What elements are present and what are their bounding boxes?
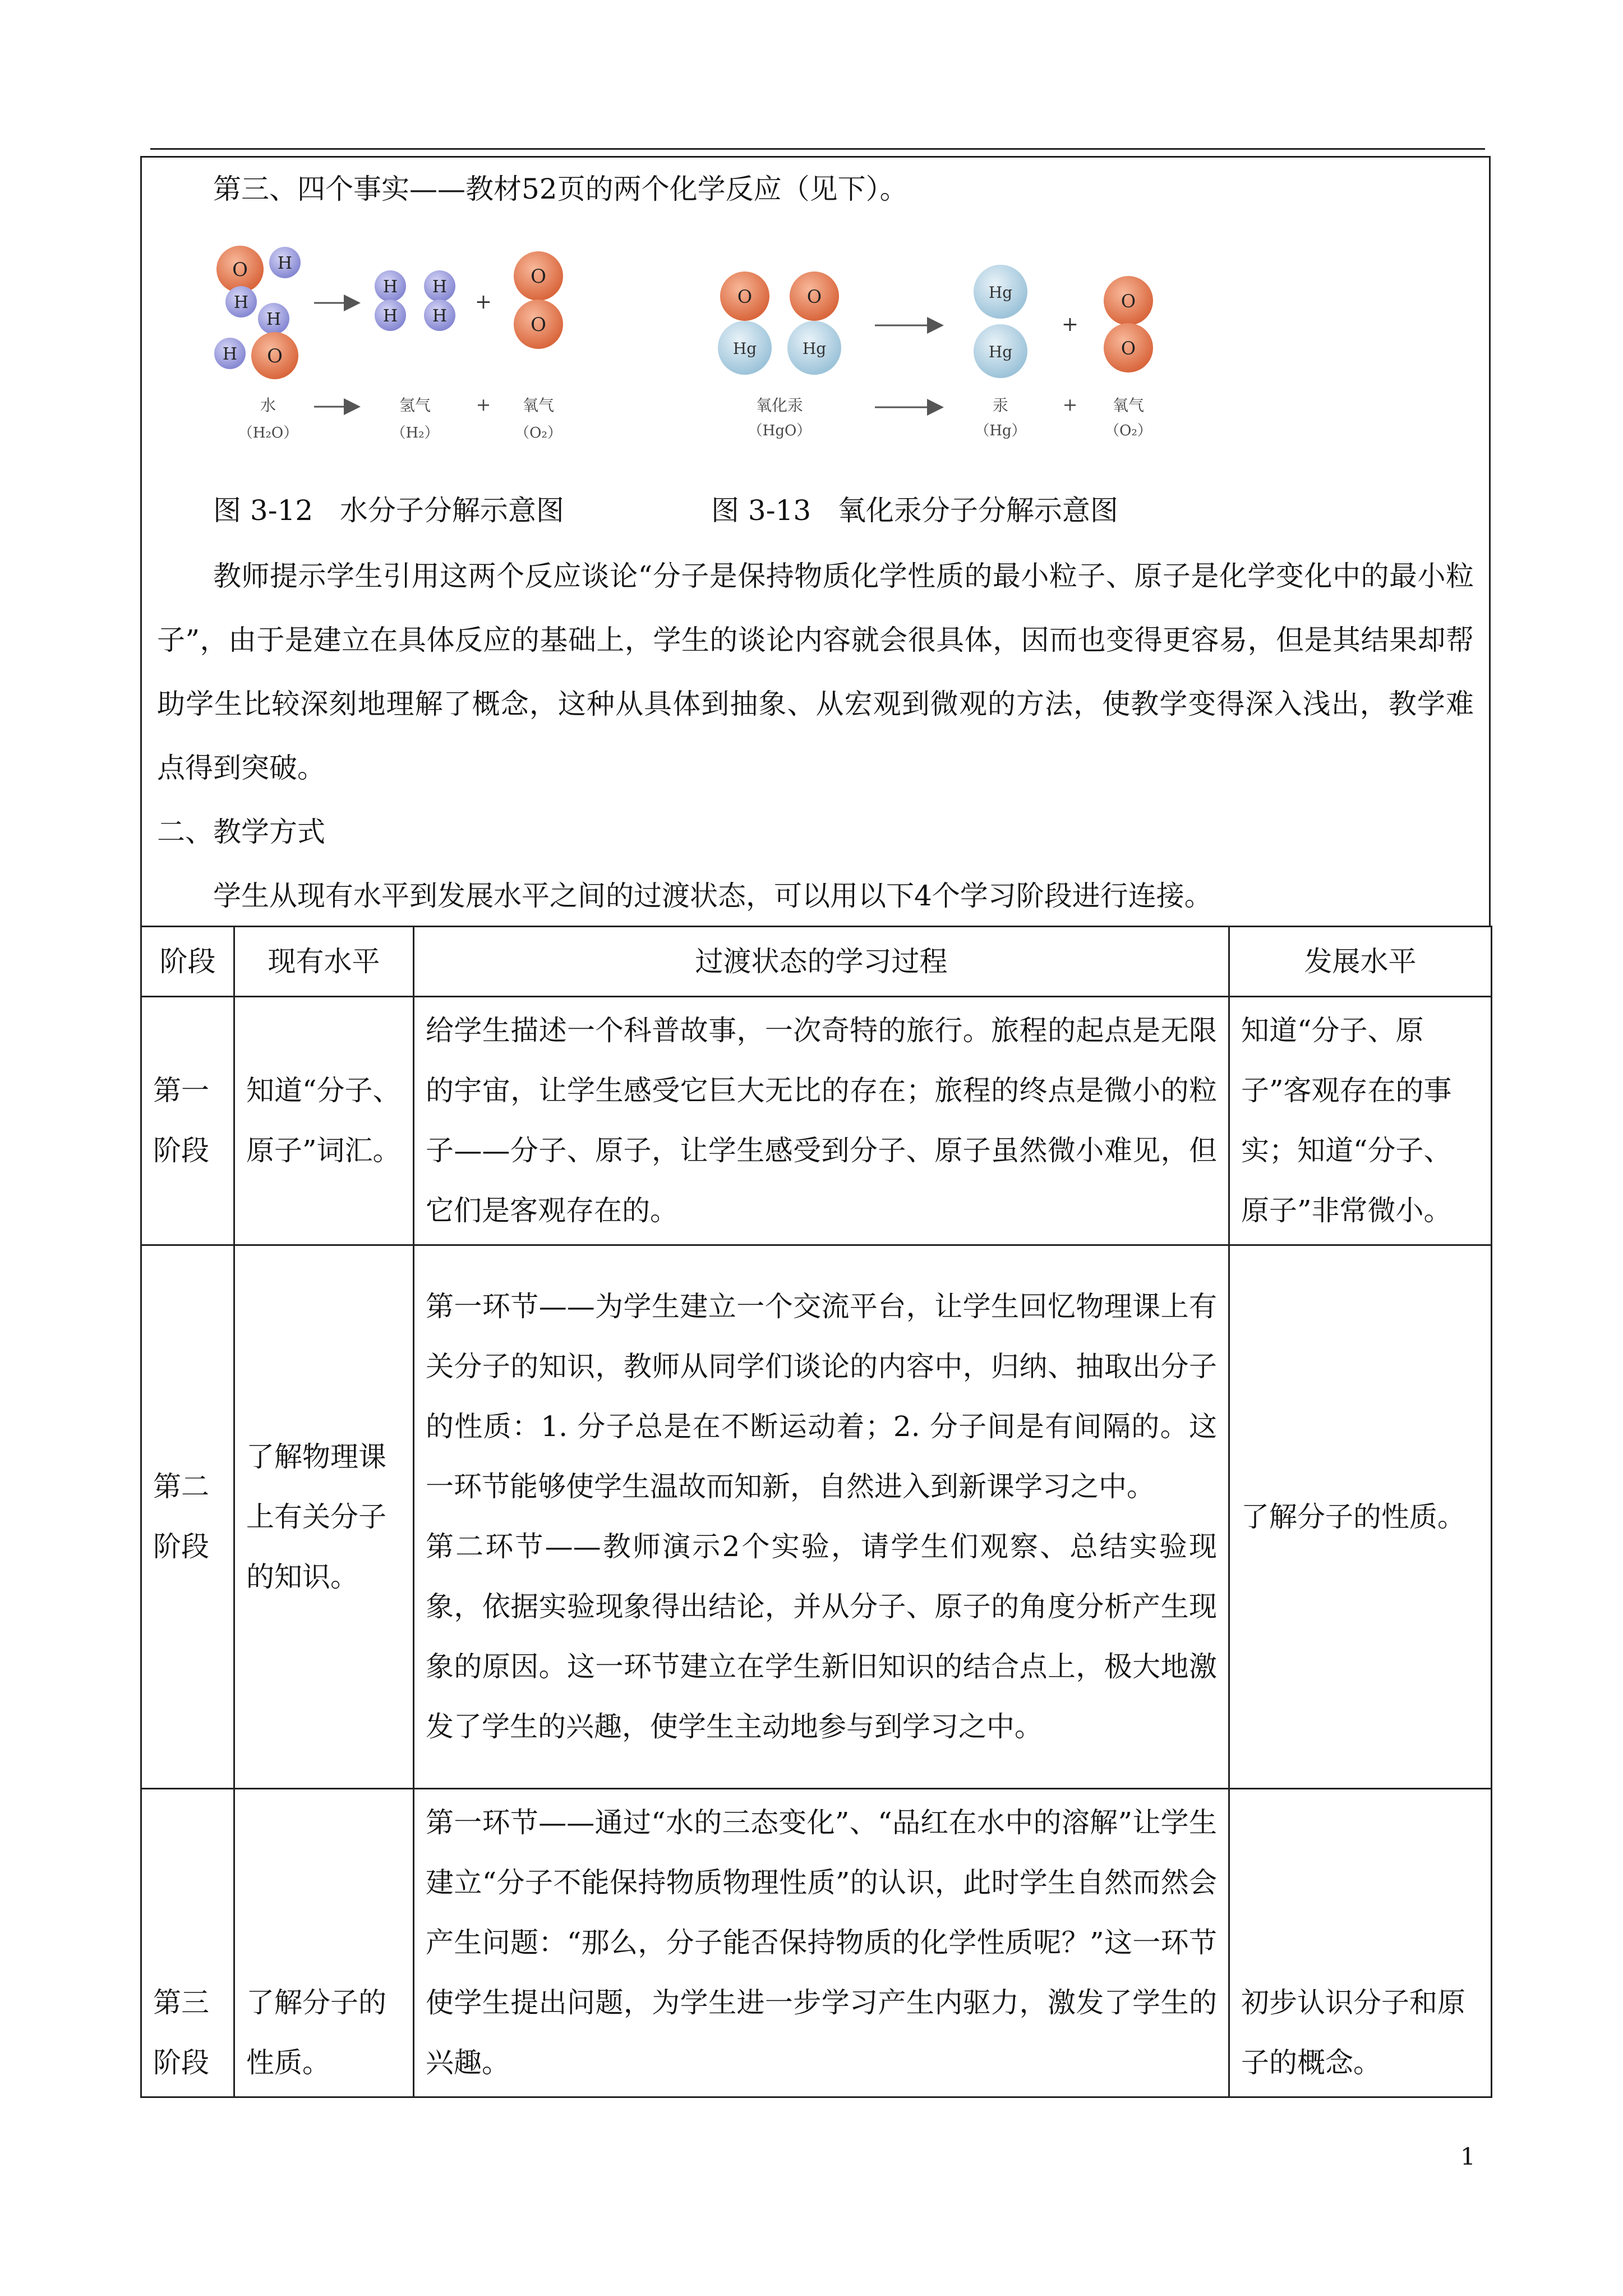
water-molecule-diagram: [202, 236, 594, 460]
figure-hgo-decomposition: [707, 247, 1189, 462]
table-row: [141, 1245, 1492, 1789]
table-header-row: [141, 927, 1492, 997]
facts-line: 第三、四个事实——教材52页的两个化学反应（见下）。: [213, 173, 908, 205]
atom-label-h: H: [382, 306, 398, 326]
section-two-heading: 二、教学方式: [157, 816, 325, 848]
label-water: 水: [260, 396, 276, 415]
plus-sign: +: [476, 394, 491, 415]
plus-sign: +: [1061, 313, 1079, 336]
atom-label-h: H: [432, 277, 448, 297]
section-two-intro: 学生从现有水平到发展水平之间的过渡状态，可以用以下4个学习阶段进行连接。: [213, 880, 1212, 912]
stage-cell: 第三阶段: [141, 1789, 234, 2097]
plus-sign: +: [1062, 394, 1078, 415]
process-cell: [414, 997, 1229, 1245]
plus-sign: +: [474, 291, 492, 314]
formula-water: （H₂O）: [238, 425, 298, 441]
header-rule: [150, 148, 1485, 150]
formula-hydrogen: （H₂）: [391, 425, 439, 441]
atom-label-hg: Hg: [988, 283, 1013, 302]
development-level-cell: 知道“分子、原子”客观存在的事实；知道“分子、原子”非常微小。: [1229, 997, 1492, 1245]
process-cell: [414, 1245, 1229, 1789]
figure-water-decomposition: [202, 236, 594, 462]
current-level-cell: 了解物理课上有关分子的知识。: [234, 1245, 414, 1789]
formula-hg: （Hg）: [975, 422, 1026, 439]
formula-oxygen: （O₂）: [515, 425, 562, 441]
learning-stages-table: [140, 926, 1492, 2098]
page-number: 1: [1460, 2143, 1476, 2170]
atom-label-o: O: [806, 286, 822, 307]
label-hgo: 氧化汞: [755, 396, 804, 415]
current-level-cell: 了解分子的性质。: [234, 1789, 414, 2097]
header-transition-process: 过渡状态的学习过程: [414, 927, 1229, 997]
formula-hgo: （HgO）: [748, 422, 811, 439]
caption-figure-3-12: 图 3-12 水分子分解示意图: [213, 494, 564, 527]
stage-cell: 第二阶段: [141, 1245, 234, 1789]
process-cell: [414, 1789, 1229, 2097]
label-hg: 汞: [992, 396, 1009, 415]
atom-label-h: H: [382, 277, 398, 297]
atom-label-h: H: [233, 293, 249, 312]
header-current-level: 现有水平: [234, 927, 414, 997]
header-stage: 阶段: [141, 927, 234, 997]
formula-oxygen: （O₂）: [1105, 422, 1152, 439]
atom-label-o: O: [737, 286, 753, 307]
process-text: 第一环节——通过“水的三态变化”、“品红在水中的溶解”让学生建立“分子不能保持物质物理性质”的认识，此时学生自然而然会产生问题：“那么，分子能否保持物质的化学性质呢？”这一环节使学生提出问题，为学生进一步学习产生内驱力，激发了学生的兴趣。: [426, 1806, 1217, 2079]
label-hydrogen: 氢气: [399, 396, 431, 415]
current-level-cell: 知道“分子、原子”词汇。: [234, 997, 414, 1245]
label-oxygen: 氧气: [522, 396, 555, 415]
atom-label-o: O: [1121, 291, 1136, 312]
process-text: 给学生描述一个科普故事，一次奇特的旅行。旅程的起点是无限的宇宙，让学生感受它巨大无比的存在；旅程的终点是微小的粒子——分子、原子，让学生感受到分子、原子虽然微小难见，但它们是客观存在的。: [426, 1014, 1217, 1227]
development-level-cell: 初步认识分子和原子的概念。: [1229, 1789, 1492, 2097]
atom-label-hg: Hg: [802, 339, 827, 358]
atom-label-hg: Hg: [732, 339, 757, 358]
header-development-level: 发展水平: [1229, 927, 1492, 997]
table-row: [141, 997, 1492, 1245]
teacher-paragraph: 教师提示学生引用这两个反应谈论“分子是保持物质化学性质的最小粒子、原子是化学变化中的最小粒子”，由于是建立在具体反应的基础上，学生的谈论内容就会很具体，因而也变得更容易，但是其结果却帮助学生比较深刻地理解了概念，这种从具体到抽象、从宏观到微观的方法，使教学变得深入浅出，教学难点得到突破。: [157, 560, 1474, 784]
atom-label-h: H: [266, 310, 282, 329]
atom-label-o: O: [531, 265, 546, 288]
table-row: [141, 1789, 1492, 2097]
development-level-cell: 了解分子的性质。: [1229, 1245, 1492, 1789]
caption-figure-3-13: 图 3-13 氧化汞分子分解示意图: [711, 494, 1118, 527]
stage-cell: 第一阶段: [141, 997, 234, 1245]
atom-label-hg: Hg: [988, 343, 1013, 361]
hgo-molecule-diagram: [707, 247, 1189, 460]
label-oxygen: 氧气: [1112, 396, 1145, 415]
atom-label-h: H: [432, 306, 448, 326]
process-step-2: 第二环节——教师演示2个实验，请学生们观察、总结实验现象，依据实验现象得出结论，并从分子、原子的角度分析产生现象的原因。这一环节建立在学生新旧知识的结合点上，极大地激发了学生的兴趣，使学生主动地参与到学习之中。: [426, 1530, 1217, 1743]
atom-label-o: O: [232, 259, 248, 281]
atom-label-o: O: [267, 345, 283, 367]
atom-label-o: O: [1121, 338, 1136, 359]
atom-label-h: H: [222, 344, 238, 364]
process-step-1: 第一环节——为学生建立一个交流平台，让学生回忆物理课上有关分子的知识，教师从同学们谈论的内容中，归纳、抽取出分子的性质：1. 分子总是在不断运动着；2. 分子间是有间隔的。这一环节能够使学生温故而知新，自然进入到新课学习之中。: [426, 1290, 1217, 1503]
atom-label-o: O: [531, 314, 546, 336]
atom-label-h: H: [277, 254, 293, 273]
